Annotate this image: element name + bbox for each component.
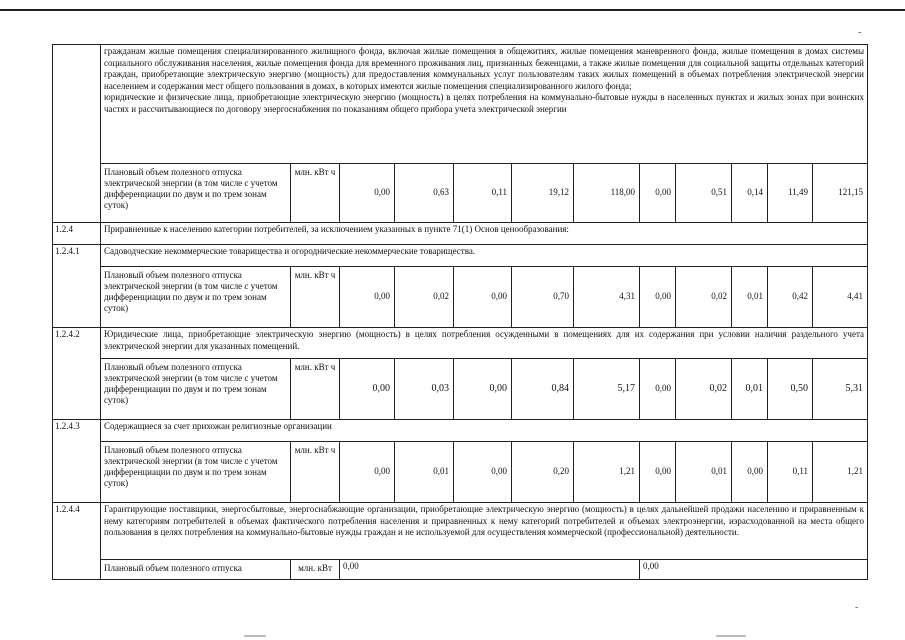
value-cell: 0,00 (340, 359, 395, 420)
paragraph: юридические и физические лица, приобретающие электрическую энергию (мощность) в целях потребления на коммунально-бытовые нужды в населенных пунктах и жилых зонах при воинских частях и рассчитывающиеся по договору энергоснабжения по показаниям общего прибора учета электрической энергии (104, 92, 864, 114)
value-cell: 0,00 (340, 164, 395, 223)
continuation-text (101, 45, 868, 164)
value-cell: 0,02 (395, 267, 454, 328)
value-cell: 0,00 (340, 442, 395, 503)
value-cell: 0,50 (768, 359, 813, 420)
value-cell: 11,49 (768, 164, 813, 223)
unit-label: млн. кВт ч (291, 442, 340, 503)
scan-mark (244, 635, 266, 637)
value-cell: 0,03 (395, 359, 454, 420)
row-label: Плановый объем полезного отпуска электрической энергии (в том числе с учетом дифференциации по двум и по трем зонам суток) (101, 359, 291, 420)
value-cell: 0,20 (512, 442, 574, 503)
top-rule (0, 9, 905, 11)
value-cell: 0,00 (454, 267, 512, 328)
value-cell: 19,12 (512, 164, 574, 223)
value-cell: 0,01 (732, 359, 768, 420)
value-cell: 0,00 (640, 560, 868, 580)
value-cell: 0,84 (512, 359, 574, 420)
value-cell: 0,02 (676, 359, 732, 420)
section-text: Гарантирующие поставщики, энергосбытовые, энергоснабжающие организации, приобретающие электрическую энергию (мощность) в целях дальнейшей продажи населению и приравненным к нему категориям потребителей в объемах фактического потребления населения и приравненных к нему категорий потребителей и объемах электроэнергии, израсходованной на места общего пользования в целях потребления на коммунально-бытовые нужды граждан и не используемой для осуществления коммерческой (профессиональной) деятельности. (101, 503, 868, 560)
section-row (53, 420, 868, 442)
unit-label: млн. кВт ч (291, 267, 340, 328)
unit-label: млн. кВт ч (291, 164, 340, 223)
section-row (53, 328, 868, 359)
row-label: Плановый объем полезного отпуска электрической энергии (в том числе с учетом дифференциации по двум и по трем зонам суток) (101, 442, 291, 503)
scan-mark: - (855, 602, 859, 613)
section-text: Приравненные к населению категории потребителей, за исключением указанных в пункте 71(1) Основ ценообразования: (101, 223, 868, 245)
value-cell: 0,70 (512, 267, 574, 328)
value-cell: 0,63 (395, 164, 454, 223)
value-cell: 0,00 (454, 442, 512, 503)
section-text: Садоводческие некоммерческие товарищества и огороднические некоммерческие товарищества. (101, 245, 868, 267)
section-text: Юридические лица, приобретающие электрическую энергию (мощность) в целях потребления осужденными в помещениях для их содержания при условии наличия раздельного учета электрической энергии для указанных помещений. (101, 328, 868, 359)
value-cell: 118,00 (574, 164, 640, 223)
table-row (53, 267, 868, 328)
row-code: 1.2.4.2 (53, 328, 101, 420)
value-cell: 0,01 (395, 442, 454, 503)
value-cell: 0,00 (640, 267, 676, 328)
tariff-table-page (52, 44, 867, 580)
row-code (53, 45, 101, 223)
value-cell: 4,41 (813, 267, 868, 328)
value-cell: 0,01 (732, 267, 768, 328)
scan-mark: - (858, 27, 862, 38)
row-label: Плановый объем полезного отпуска электрической энергии (в том числе с учетом дифференциации по двум и по трем зонам суток) (101, 164, 291, 223)
value-cell: 0,11 (768, 442, 813, 503)
row-code: 1.2.4.4 (53, 503, 101, 580)
table-row (53, 560, 868, 580)
value-cell: 0,00 (640, 359, 676, 420)
row-code: 1.2.4 (53, 223, 101, 245)
row-code: 1.2.4.1 (53, 245, 101, 328)
value-cell: 0,00 (640, 164, 676, 223)
unit-label: млн. кВт (291, 560, 340, 580)
row-label: Плановый объем полезного отпуска (101, 560, 291, 580)
row-code: 1.2.4.3 (53, 420, 101, 503)
value-cell: 0,42 (768, 267, 813, 328)
table-row (53, 359, 868, 420)
value-cell: 1,21 (574, 442, 640, 503)
value-cell: 121,15 (813, 164, 868, 223)
continuation-row (53, 45, 868, 164)
value-cell: 5,31 (813, 359, 868, 420)
value-cell: 0,11 (454, 164, 512, 223)
value-cell: 0,00 (340, 560, 640, 580)
unit-label: млн. кВт ч (291, 359, 340, 420)
scan-mark (716, 635, 746, 637)
tariff-table (52, 44, 868, 580)
paragraph: гражданам жилые помещения специализированного жилищного фонда, включая жилые помещения в общежитиях, жилые помещения маневренного фонда, жилые помещения в домах системы социального обслуживания населения, жилые помещения фонда для временного проживания лиц, признанных беженцами, а также жилые помещения для социальной защиты отдельных категорий граждан, приобретающие электрическую энергию (мощность) для предоставления коммунальных услуг пользователям таких жилых помещений в объемах потребления электрической энергии населением и содержания мест общего пользования в домах, в которых имеются жилые помещения специализированного жилого фонда; (104, 46, 864, 91)
section-row (53, 223, 868, 245)
value-cell: 0,02 (676, 267, 732, 328)
value-cell: 0,00 (454, 359, 512, 420)
value-cell: 0,01 (676, 442, 732, 503)
value-cell: 0,00 (732, 442, 768, 503)
value-cell: 4,31 (574, 267, 640, 328)
row-label: Плановый объем полезного отпуска электрической энергии (в том числе с учетом дифференциации по двум и по трем зонам суток) (101, 267, 291, 328)
table-row (53, 164, 868, 223)
value-cell: 5,17 (574, 359, 640, 420)
value-cell: 0,00 (640, 442, 676, 503)
section-row (53, 245, 868, 267)
section-text: Содержащиеся за счет прихожан религиозные организации (101, 420, 868, 442)
value-cell: 0,00 (340, 267, 395, 328)
value-cell: 1,21 (813, 442, 868, 503)
table-row (53, 442, 868, 503)
section-row (53, 503, 868, 560)
value-cell: 0,51 (676, 164, 732, 223)
value-cell: 0,14 (732, 164, 768, 223)
